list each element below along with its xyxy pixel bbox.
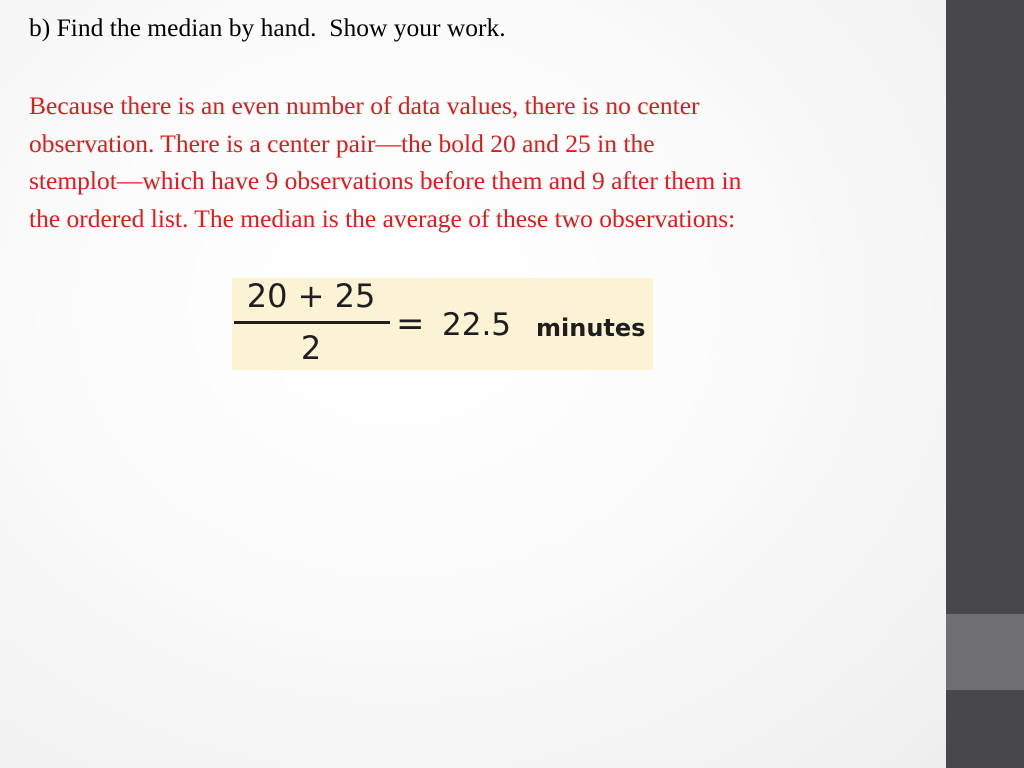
answer-line-1: Because there is an even number of data values, there is no center — [29, 91, 700, 120]
answer-paragraph — [29, 87, 929, 237]
formula-unit: minutes — [536, 314, 646, 342]
formula-denominator: 2 — [300, 329, 322, 367]
question-text: b) Find the median by hand. Show your work. — [29, 13, 506, 42]
answer-line-3: stemplot—which have 9 observations before them and 9 after them in — [29, 166, 742, 195]
fraction-bar — [234, 321, 390, 324]
sidebar-accent-block — [946, 614, 1024, 690]
answer-line-4: the ordered list. The median is the average of these two observations: — [29, 203, 736, 233]
equals-sign: = — [396, 304, 425, 344]
median-formula — [232, 278, 653, 370]
answer-line-2: observation. There is a center pair—the bold 20 and 25 in the — [29, 128, 655, 158]
right-sidebar — [946, 0, 1024, 768]
formula-result: 22.5 — [442, 307, 512, 343]
formula-numerator: 20 + 25 — [246, 277, 376, 315]
